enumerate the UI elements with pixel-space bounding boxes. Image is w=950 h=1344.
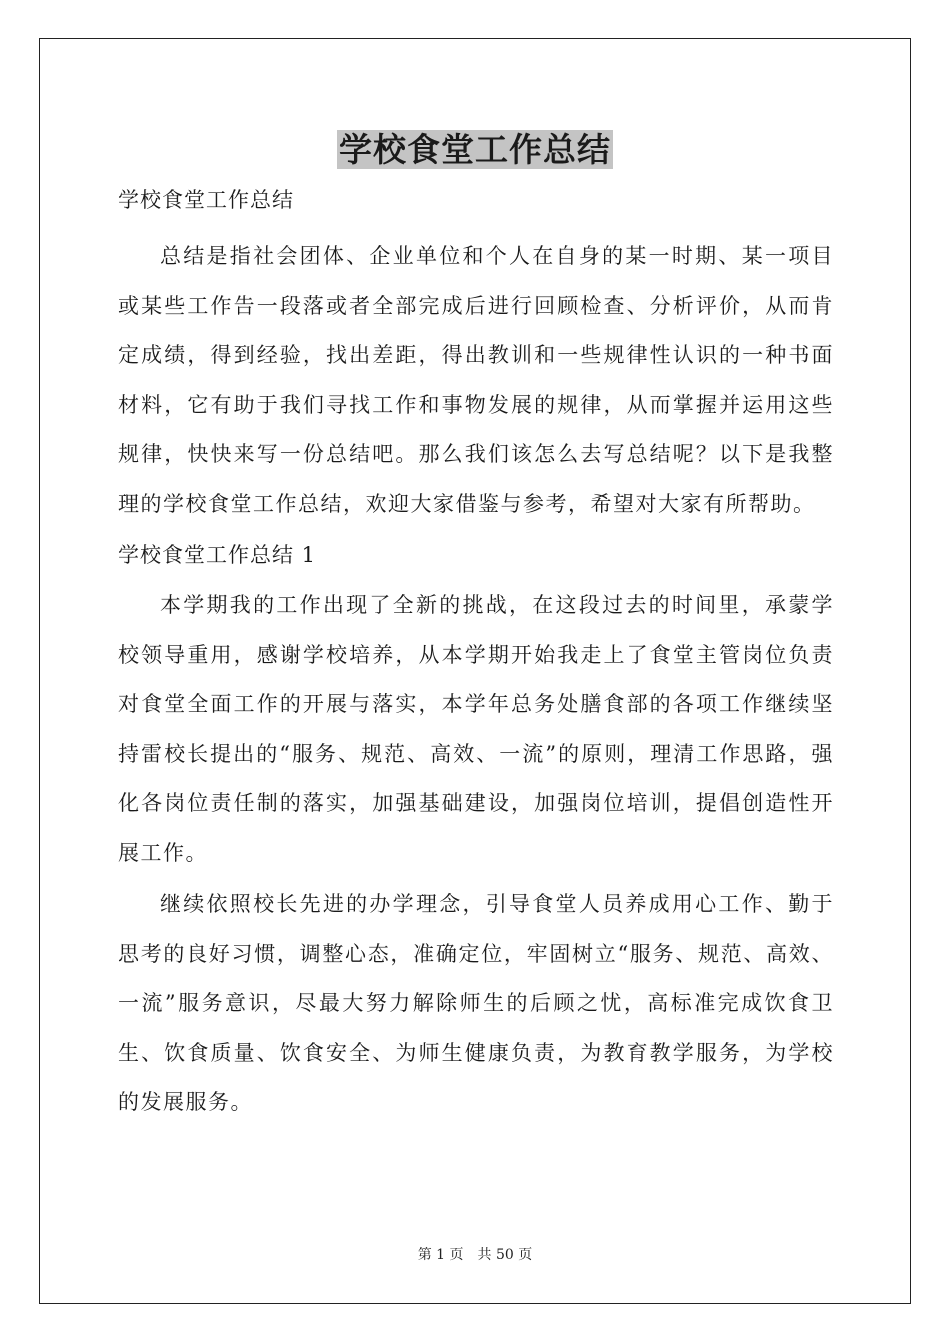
page-number-label: 第 1 页 共 50 页 [417,1247,533,1263]
section-1-paragraph-2: 继续依照校长先进的办学理念，引导食堂人员养成用心工作、勤于思考的良好习惯，调整心态，准确定位，牢固树立“服务、规范、高效、一流”服务意识，尽最大努力解除师生的后顾之忧，高标准完成饮食卫生、饮食质量、饮食安全、为师生健康负责，为教育教学服务，为学校的发展服务。 [118,892,834,1114]
page-footer [0,1246,950,1264]
section-1-paragraph-1: 本学期我的工作出现了全新的挑战，在这段过去的时间里，承蒙学校领导重用，感谢学校培养，从本学期开始我走上了食堂主管岗位负责对食堂全面工作的开展与落实，本学年总务处膳食部的各项工作继续坚持雷校长提出的“服务、规范、高效、一流”的原则，理清工作思路，强化各岗位责任制的落实，加强基础建设，加强岗位培训，提倡创造性开展工作。 [118,593,834,865]
document-title [0,128,950,172]
document-title-text: 学校食堂工作总结 [339,130,611,169]
document-body [118,180,834,1128]
subtitle-heading: 学校食堂工作总结 [118,188,294,212]
section-1-heading: 学校食堂工作总结 1 [118,543,317,567]
intro-paragraph: 总结是指社会团体、企业单位和个人在自身的某一时期、某一项目或某些工作告一段落或者全部完成后进行回顾检查、分析评价，从而肯定成绩，得到经验，找出差距，得出教训和一些规律性认识的一种书面材料，它有助于我们寻找工作和事物发展的规律，从而掌握并运用这些规律，快快来写一份总结吧。那么我们该怎么去写总结呢？以下是我整理的学校食堂工作总结，欢迎大家借鉴与参考，希望对大家有所帮助。 [118,244,834,516]
